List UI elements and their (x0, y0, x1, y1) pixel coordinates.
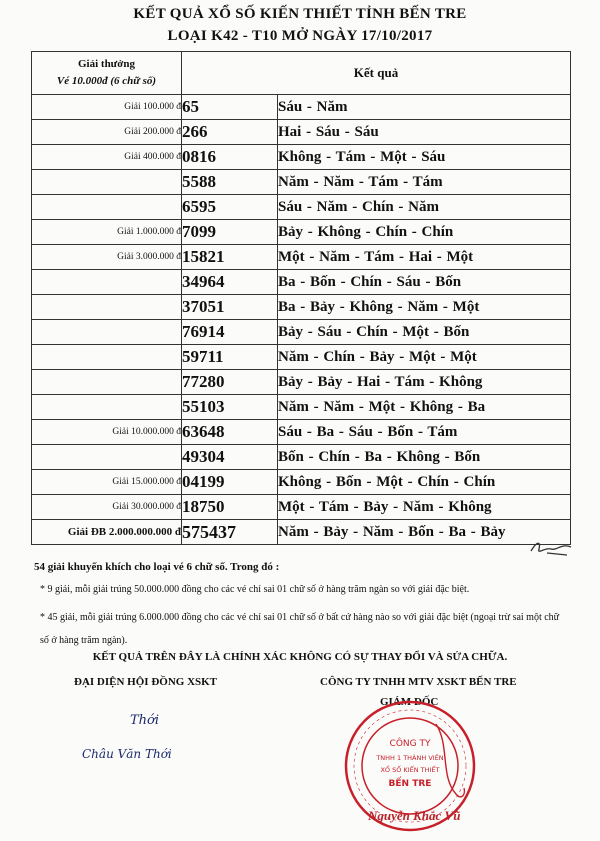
table-row (32, 520, 571, 545)
initial-signature-mark (527, 537, 577, 559)
winning-number: 55103 (182, 395, 278, 420)
svg-text:CÔNG TY: CÔNG TY (389, 739, 431, 749)
svg-text:XỔ SỐ KIẾN THIẾT: XỔ SỐ KIẾN THIẾT (380, 766, 440, 774)
director-label: GIÁM ĐỐC (380, 696, 439, 708)
prize-amount (32, 345, 182, 370)
winning-number: 266 (182, 120, 278, 145)
result-column-header: Kết quả (182, 52, 571, 95)
confirmation-statement: KẾT QUẢ TRÊN ĐÂY LÀ CHÍNH XÁC KHÔNG CÓ SỰ THAY ĐỔI VÀ SỬA CHỮA. (92, 651, 508, 663)
prize-header-sublabel: Vé 10.000đ (6 chữ số) (56, 75, 157, 87)
table-row (32, 395, 571, 420)
number-in-words: Một - Năm - Tám - Hai - Một (278, 245, 571, 270)
number-in-words: Năm - Năm - Tám - Tám (278, 170, 571, 195)
table-row (32, 95, 571, 120)
number-in-words: Bảy - Bảy - Hai - Tám - Không (278, 370, 571, 395)
number-in-words: Sáu - Năm (278, 95, 571, 120)
number-in-words: Năm - Năm - Một - Không - Ba (278, 395, 571, 420)
prize-amount: Giải ĐB 2.000.000.000 đ (32, 520, 182, 545)
table-row (32, 295, 571, 320)
number-in-words: Bốn - Chín - Ba - Không - Bốn (278, 445, 571, 470)
table-row (32, 195, 571, 220)
council-representative-label: ĐẠI DIỆN HỘI ĐỒNG XSKT (74, 676, 218, 688)
table-header-row (32, 52, 571, 95)
table-row (32, 445, 571, 470)
consolation-note-1: * 9 giải, mỗi giải trúng 50.000.000 đồng cho các vé chỉ sai 01 chữ số ở hàng trăm ngàn so với giải đặc biệt. (40, 584, 470, 595)
prize-amount (32, 170, 182, 195)
number-in-words: Hai - Sáu - Sáu (278, 120, 571, 145)
table-row (32, 320, 571, 345)
table-row (32, 145, 571, 170)
table-row (32, 420, 571, 445)
prize-header-label: Giải thưởng (77, 58, 135, 70)
table-row (32, 470, 571, 495)
council-signature-name: Châu Văn Thới (82, 747, 172, 761)
prize-amount (32, 270, 182, 295)
page-subtitle: LOẠI K42 - T10 MỞ NGÀY 17/10/2017 (167, 28, 433, 44)
winning-number: 18750 (182, 495, 278, 520)
number-in-words: Bảy - Sáu - Chín - Một - Bốn (278, 320, 571, 345)
results-table (31, 51, 571, 545)
table-row (32, 220, 571, 245)
winning-number: 15821 (182, 245, 278, 270)
svg-text:TNHH 1 THÀNH VIÊN: TNHH 1 THÀNH VIÊN (376, 754, 444, 762)
winning-number: 65 (182, 95, 278, 120)
council-signature (78, 700, 218, 780)
consolation-note-2: * 45 giải, mỗi giải trúng 6.000.000 đồng cho các vé chỉ sai 01 chữ số ở bất cứ hàng nào so với giải đặc biệt (ngoại trừ sai một chữ số ở hàng trăm ngàn). (40, 612, 560, 646)
number-in-words: Sáu - Năm - Chín - Năm (278, 195, 571, 220)
svg-text:BẾN TRE: BẾN TRE (388, 779, 432, 789)
number-in-words: Ba - Bốn - Chín - Sáu - Bốn (278, 270, 571, 295)
consolation-heading: 54 giải khuyến khích cho loại vé 6 chữ số. Trong đó : (34, 561, 280, 573)
number-in-words: Một - Tám - Bảy - Năm - Không (278, 495, 571, 520)
prize-amount: Giải 10.000.000 đ (32, 420, 182, 445)
winning-number: 0816 (182, 145, 278, 170)
winning-number: 63648 (182, 420, 278, 445)
prize-amount: Giải 1.000.000 đ (32, 220, 182, 245)
number-in-words: Sáu - Ba - Sáu - Bốn - Tám (278, 420, 571, 445)
prize-amount (32, 195, 182, 220)
winning-number: 49304 (182, 445, 278, 470)
number-in-words: Không - Bốn - Một - Chín - Chín (278, 470, 571, 495)
number-in-words: Năm - Chín - Bảy - Một - Một (278, 345, 571, 370)
number-in-words: Bảy - Không - Chín - Chín (278, 220, 571, 245)
winning-number: 34964 (182, 270, 278, 295)
prize-amount (32, 445, 182, 470)
winning-number: 77280 (182, 370, 278, 395)
prize-amount (32, 320, 182, 345)
table-row (32, 370, 571, 395)
table-row (32, 170, 571, 195)
prize-amount: Giải 3.000.000 đ (32, 245, 182, 270)
director-name: Nguyễn Khắc Vũ (368, 808, 461, 823)
prize-amount: Giải 100.000 đ (32, 95, 182, 120)
number-in-words: Năm - Bảy - Năm - Bốn - Ba - Bảy (278, 520, 571, 545)
prize-amount (32, 370, 182, 395)
prize-amount: Giải 15.000.000 đ (32, 470, 182, 495)
council-signature-mark: Thới (130, 713, 160, 728)
prize-amount (32, 395, 182, 420)
prize-amount: Giải 400.000 đ (32, 145, 182, 170)
table-row (32, 345, 571, 370)
page-title: KẾT QUẢ XỔ SỐ KIẾN THIẾT TỈNH BẾN TRE (133, 6, 467, 22)
table-row (32, 270, 571, 295)
winning-number: 6595 (182, 195, 278, 220)
company-name-label: CÔNG TY TNHH MTV XSKT BẾN TRE (320, 676, 517, 688)
winning-number: 7099 (182, 220, 278, 245)
winning-number: 575437 (182, 520, 278, 545)
prize-column-header (32, 52, 182, 95)
number-in-words: Ba - Bảy - Không - Năm - Một (278, 295, 571, 320)
prize-amount: Giải 200.000 đ (32, 120, 182, 145)
table-row (32, 495, 571, 520)
prize-amount: Giải 30.000.000 đ (32, 495, 182, 520)
table-row (32, 245, 571, 270)
winning-number: 5588 (182, 170, 278, 195)
winning-number: 04199 (182, 470, 278, 495)
number-in-words: Không - Tám - Một - Sáu (278, 145, 571, 170)
winning-number: 76914 (182, 320, 278, 345)
winning-number: 59711 (182, 345, 278, 370)
winning-number: 37051 (182, 295, 278, 320)
prize-amount (32, 295, 182, 320)
table-row (32, 120, 571, 145)
